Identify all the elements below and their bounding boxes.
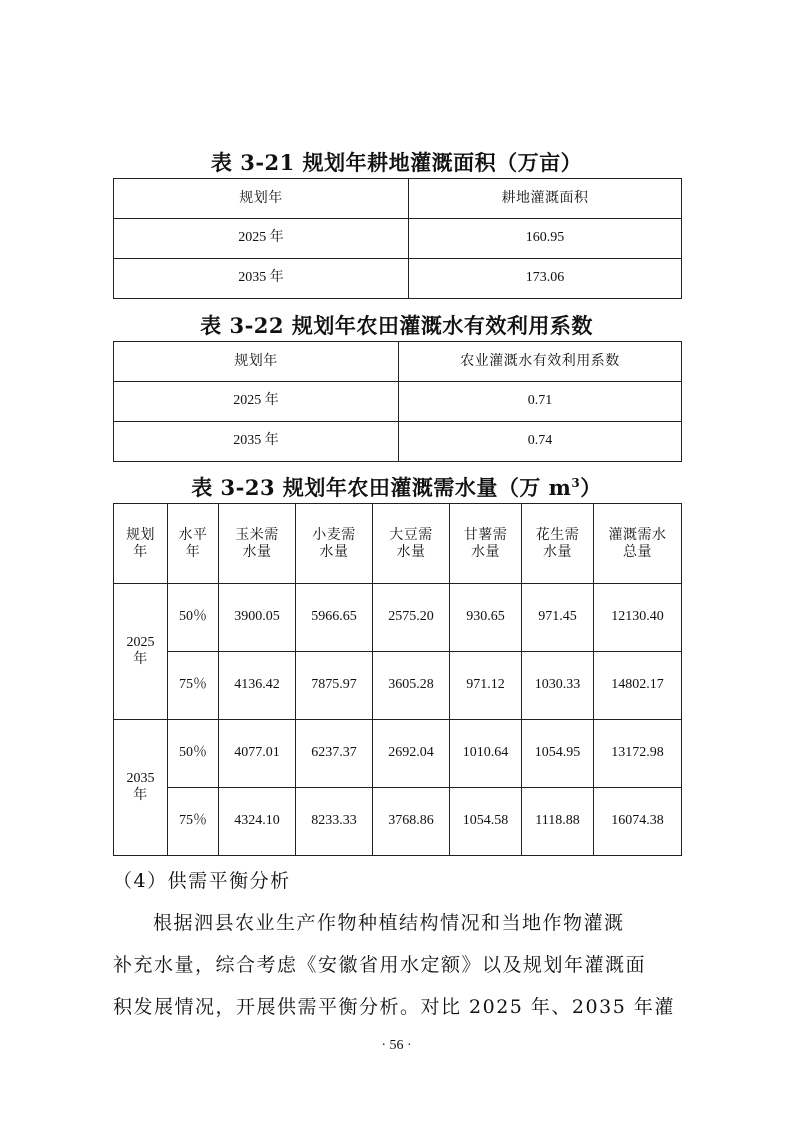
table-row [114, 219, 682, 259]
value-cell: 160.95 [409, 219, 682, 259]
value-cell: 2692.04 [373, 720, 450, 788]
table-3-22 [113, 341, 682, 462]
year-cell: 2035 年 [114, 720, 168, 856]
value-cell: 971.12 [450, 652, 522, 720]
table-row [114, 382, 682, 422]
header-cell: 玉米需 水量 [219, 504, 296, 584]
value-cell: 1054.58 [450, 788, 522, 856]
year-cell: 2035 年 [114, 259, 409, 299]
table-3-22-caption: 表 3-22 规划年农田灌溉水有效利用系数 [200, 313, 593, 338]
header-cell: 花生需 水量 [522, 504, 594, 584]
value-cell: 16074.38 [594, 788, 682, 856]
level-cell: 75％ [168, 652, 219, 720]
value-cell: 5966.65 [296, 584, 373, 652]
table-3-21 [113, 178, 682, 299]
header-cell: 灌溉需水 总量 [594, 504, 682, 584]
level-cell: 50％ [168, 720, 219, 788]
table-header-row [114, 342, 682, 382]
level-cell: 75％ [168, 788, 219, 856]
year-cell: 2025 年 [114, 584, 168, 720]
header-cell: 耕地灌溉面积 [409, 179, 682, 219]
value-cell: 1010.64 [450, 720, 522, 788]
value-cell: 6237.37 [296, 720, 373, 788]
header-cell: 大豆需 水量 [373, 504, 450, 584]
value-cell: 3768.86 [373, 788, 450, 856]
paragraph-line: 根据泗县农业生产作物种植结构情况和当地作物灌溉 [153, 912, 625, 934]
section-heading: （4）供需平衡分析 [113, 870, 291, 892]
value-cell: 0.74 [399, 422, 682, 462]
paragraph-line: 补充水量，综合考虑《安徽省用水定额》以及规划年灌溉面 [113, 954, 647, 976]
value-cell: 7875.97 [296, 652, 373, 720]
table-header-row [114, 504, 682, 584]
year-cell: 2025 年 [114, 382, 399, 422]
value-cell: 1054.95 [522, 720, 594, 788]
header-cell: 水平 年 [168, 504, 219, 584]
caption-superscript: 3 [571, 476, 581, 490]
value-cell: 4136.42 [219, 652, 296, 720]
value-cell: 173.06 [409, 259, 682, 299]
value-cell: 1030.33 [522, 652, 594, 720]
table-row [114, 584, 682, 652]
header-cell: 小麦需 水量 [296, 504, 373, 584]
value-cell: 3900.05 [219, 584, 296, 652]
value-cell: 971.45 [522, 584, 594, 652]
value-cell: 14802.17 [594, 652, 682, 720]
caption-text: 表 3-23 规划年农田灌溉需水量（万 m [191, 475, 572, 500]
table-header-row [114, 179, 682, 219]
value-cell: 1118.88 [522, 788, 594, 856]
value-cell: 8233.33 [296, 788, 373, 856]
page-number: · 56 · [381, 1038, 412, 1053]
header-cell: 农业灌溉水有效利用系数 [399, 342, 682, 382]
level-cell: 50％ [168, 584, 219, 652]
header-cell: 规划年 [114, 179, 409, 219]
value-cell: 12130.40 [594, 584, 682, 652]
table-row [114, 720, 682, 788]
caption-close: ） [580, 475, 602, 500]
table-3-23-caption [0, 472, 793, 502]
value-cell: 4324.10 [219, 788, 296, 856]
table-row [114, 422, 682, 462]
table-3-21-caption: 表 3-21 规划年耕地灌溉面积（万亩） [210, 150, 583, 175]
year-cell: 2025 年 [114, 219, 409, 259]
value-cell: 2575.20 [373, 584, 450, 652]
value-cell: 3605.28 [373, 652, 450, 720]
header-cell: 规划年 [114, 342, 399, 382]
header-cell: 甘薯需 水量 [450, 504, 522, 584]
table-row [114, 652, 682, 720]
value-cell: 0.71 [399, 382, 682, 422]
table-3-23 [113, 503, 682, 856]
value-cell: 4077.01 [219, 720, 296, 788]
value-cell: 13172.98 [594, 720, 682, 788]
header-cell: 规划 年 [114, 504, 168, 584]
year-cell: 2035 年 [114, 422, 399, 462]
paragraph-line: 积发展情况，开展供需平衡分析。对比 2025 年、2035 年灌 [113, 996, 675, 1018]
value-cell: 930.65 [450, 584, 522, 652]
table-row [114, 788, 682, 856]
table-row [114, 259, 682, 299]
